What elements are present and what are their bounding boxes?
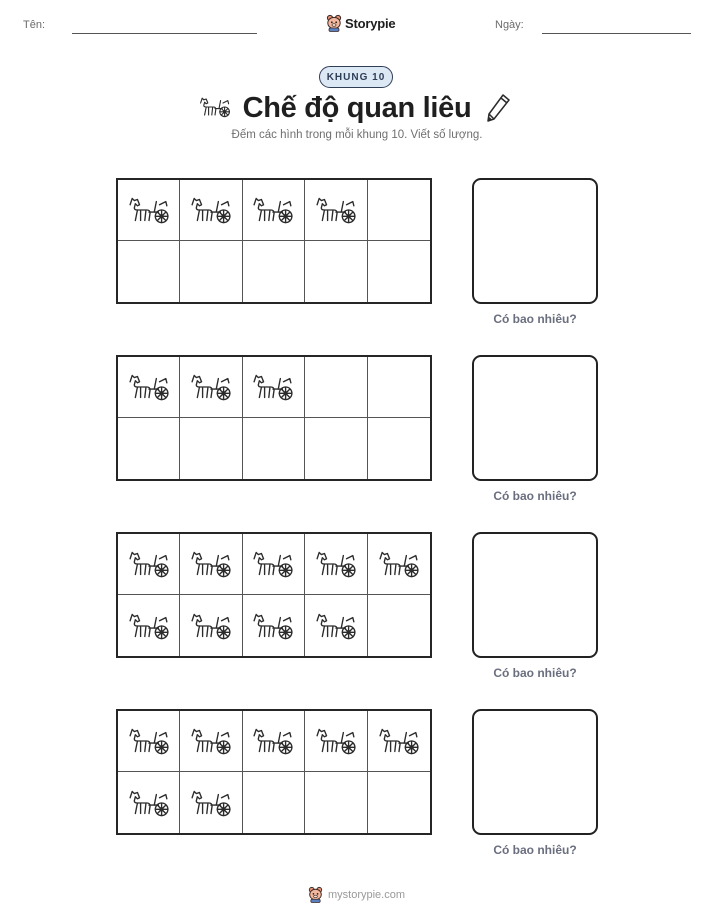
storypie-mascot-icon — [308, 886, 323, 903]
frame-cell — [305, 241, 367, 302]
frame-cell — [118, 180, 180, 241]
horse-carriage-icon — [190, 549, 232, 579]
horse-carriage-icon — [252, 549, 294, 579]
frame-cell — [118, 241, 180, 302]
frame-cell — [180, 595, 242, 656]
answer-label-2: Có bao nhiêu? — [493, 489, 577, 503]
horse-carriage-icon — [190, 195, 232, 225]
horse-carriage-icon — [190, 372, 232, 402]
pencil-icon — [484, 92, 512, 124]
frame-cell — [368, 418, 430, 479]
answer-box-2[interactable] — [472, 355, 598, 481]
horse-carriage-icon — [315, 195, 357, 225]
footer — [308, 886, 405, 903]
frame-cell — [180, 357, 242, 418]
date-label: Ngày: — [495, 19, 524, 31]
frame-cell — [243, 711, 305, 772]
frame-cell — [243, 180, 305, 241]
frame-cell — [305, 711, 367, 772]
frame-cell — [368, 357, 430, 418]
ten-frame-1 — [116, 178, 432, 304]
horse-carriage-icon — [128, 611, 170, 641]
horse-carriage-icon — [315, 726, 357, 756]
horse-carriage-icon — [128, 726, 170, 756]
horse-carriage-icon — [190, 611, 232, 641]
frame-cell — [368, 241, 430, 302]
horse-carriage-icon — [190, 788, 232, 818]
frame-cell — [118, 772, 180, 833]
page-title: Chế độ quan liêu — [242, 92, 472, 124]
answer-label-3: Có bao nhiêu? — [493, 666, 577, 680]
horse-carriage-icon — [128, 549, 170, 579]
storypie-mascot-icon — [326, 14, 342, 32]
frame-cell — [305, 357, 367, 418]
brand-name: Storypie — [345, 15, 396, 31]
footer-url: mystorypie.com — [328, 888, 406, 901]
frame-cell — [118, 534, 180, 595]
frame-cell — [305, 595, 367, 656]
frame-cell — [180, 180, 242, 241]
frame-cell — [180, 241, 242, 302]
frame-cell — [243, 772, 305, 833]
answer-box-1[interactable] — [472, 178, 598, 304]
name-write-line[interactable] — [72, 33, 257, 34]
frame-cell — [368, 711, 430, 772]
frame-cell — [368, 595, 430, 656]
answer-label-4: Có bao nhiêu? — [493, 843, 577, 857]
frame-cell — [180, 534, 242, 595]
frame-cell — [368, 534, 430, 595]
frame-cell — [118, 418, 180, 479]
frame-cell — [180, 418, 242, 479]
frame-cell — [305, 418, 367, 479]
frame-cell — [243, 418, 305, 479]
frame-cell — [368, 772, 430, 833]
horse-carriage-icon — [128, 372, 170, 402]
frame-cell — [180, 772, 242, 833]
horse-carriage-icon — [252, 195, 294, 225]
horse-carriage-icon — [252, 372, 294, 402]
horse-carriage-icon — [252, 726, 294, 756]
horse-carriage-icon — [378, 549, 420, 579]
brand-logo — [326, 13, 395, 33]
horse-carriage-icon — [378, 726, 420, 756]
horse-carriage-icon — [190, 726, 232, 756]
frame-cell — [305, 534, 367, 595]
frame-cell — [368, 180, 430, 241]
frame-cell — [305, 180, 367, 241]
frame-cell — [118, 357, 180, 418]
frame-cell — [305, 772, 367, 833]
name-label: Tên: — [23, 19, 46, 31]
frame-cell — [118, 595, 180, 656]
frame-cell — [243, 595, 305, 656]
horse-carriage-icon — [128, 195, 170, 225]
horse-carriage-icon — [252, 611, 294, 641]
answer-label-1: Có bao nhiêu? — [493, 312, 577, 326]
frame-cell — [243, 534, 305, 595]
answer-box-4[interactable] — [472, 709, 598, 835]
horse-carriage-icon — [315, 549, 357, 579]
horse-carriage-icon — [315, 611, 357, 641]
ten-frame-4 — [116, 709, 432, 835]
frame-cell — [180, 711, 242, 772]
horse-carriage-icon — [128, 788, 170, 818]
category-badge: KHUNG 10 — [319, 66, 393, 88]
frame-cell — [243, 357, 305, 418]
answer-box-3[interactable] — [472, 532, 598, 658]
frame-cell — [118, 711, 180, 772]
instructions: Đếm các hình trong mỗi khung 10. Viết số lượng. — [231, 129, 483, 141]
ten-frame-2 — [116, 355, 432, 481]
ten-frame-3 — [116, 532, 432, 658]
frame-cell — [243, 241, 305, 302]
date-write-line[interactable] — [542, 33, 691, 34]
